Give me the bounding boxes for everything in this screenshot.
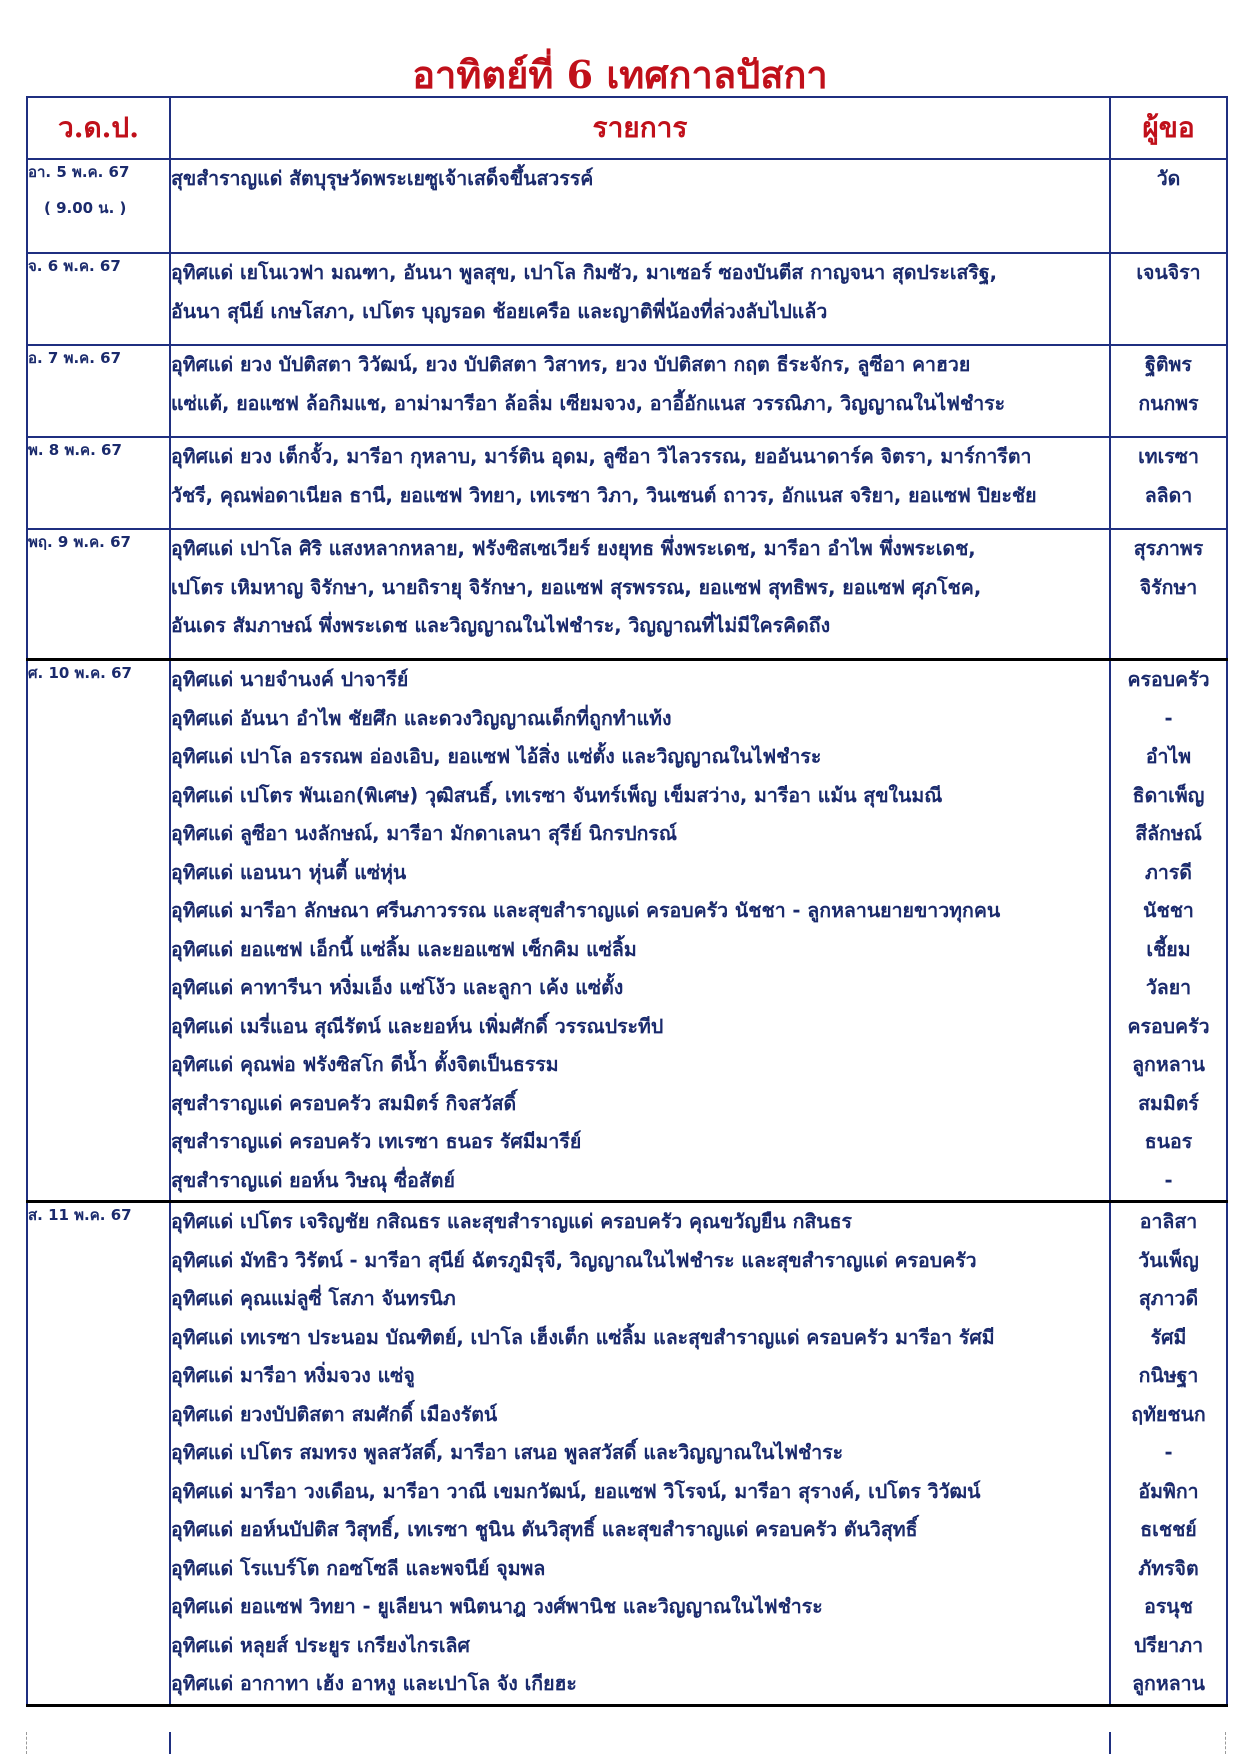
date-text: พฤ. 9 พ.ค. 67 [28,533,131,551]
intention-line: อุทิศแด่ ยวงบัปติสตา สมศักดิ์ เมืองรัตน์ [171,1402,498,1426]
intention-line: อุทิศแด่ คุณแม่ลูซี่ โสภา จันทรนิภ [171,1287,456,1310]
date-text: ศ. 10 พ.ค. 67 [28,664,132,682]
date-text: พ. 8 พ.ค. 67 [28,441,122,459]
table-header-row [27,97,1227,159]
intention-line: สุขสำราญแด่ ครอบครัว สมมิตร์ กิจสวัสดิ์ [171,1091,517,1115]
table-row [27,1202,1227,1706]
row-date [27,1202,170,1706]
intention-line: แซ่แต้, ยอแซฟ ล้อกิมแช, อาม่ามารีอา ล้อลิ่ม เซียมจวง, อาอี้อักแนส วรรณิภา, วิญญาณในไฟชำระ [171,391,1006,415]
requester-name: - [1164,1168,1173,1192]
row-intentions [170,345,1110,437]
intention-line: สุขสำราญแด่ สัตบุรุษวัดพระเยซูเจ้าเสด็จขึ้นสวรรค์ [171,167,594,190]
row-requesters [1110,660,1227,1202]
requester-name: - [1164,1441,1173,1464]
intention-line: วัชรี, คุณพ่อดาเนียล ธานี, ยอแซฟ วิทยา, เทเรซา วิภา, วินเซนต์ ถาวร, อักแนส จริยา, ยอแซฟ ปิยะชัย [171,483,1037,507]
header-requester: ผู้ขอ [1110,97,1227,159]
date-text: จ. 6 พ.ค. 67 [28,257,121,275]
requester-name: กนกพร [1138,391,1199,415]
requester-name: เทเรซา [1138,445,1199,468]
header-date: ว.ด.ป. [27,97,170,159]
row-date [27,437,170,529]
intention-line: อันเดร สัมภาษณ์ พึ่งพระเดช และวิญญาณในไฟชำระ, วิญญาณที่ไม่มีใครคิดถึง [171,614,831,637]
intention-line: อุทิศแด่ มารีอา หงิ่มจวง แซ่จู [171,1364,415,1387]
intention-line: อุทิศแด่ แอนนา หุ่นตี้ แซ่หุ่น [171,860,407,884]
row-requesters [1110,437,1227,529]
row-date [27,253,170,345]
requester-name: วันเพ็ญ [1138,1248,1199,1272]
intention-line: อุทิศแด่ อากาทา เฮ้ง อาหงู และเปาโล จัง เกียฮะ [171,1672,577,1695]
requester-name: ภารดี [1145,860,1192,884]
intention-line: อุทิศแด่ ยวง เต็กจั้ว, มารีอา กุหลาบ, มาร์ติน อุดม, ลูซีอา วิไลวรรณ, ยออันนาดาร์ค จิตรา, มาร์การีตา [171,445,1032,468]
requester-name: สีลักษณ์ [1135,822,1202,845]
requester-name: สุภาวดี [1138,1287,1199,1310]
row-intentions [170,253,1110,345]
requester-name: นัชชา [1143,899,1194,922]
requester-name: ครอบครัว [1127,668,1210,691]
intention-line: อุทิศแด่ ยอแซฟ วิทยา - ยูเลียนา พนิตนาฎ วงศ์พานิช และวิญญาณในไฟชำระ [171,1595,823,1618]
requester-name: จิรักษา [1139,575,1198,599]
row-intentions [170,529,1110,660]
row-requesters [1110,159,1227,253]
intention-line: อุทิศแด่ เปโตร สมทรง พูลสวัสดิ์, มารีอา เสนอ พูลสวัสดิ์ และวิญญาณในไฟชำระ [171,1441,844,1464]
date-text: อ. 7 พ.ค. 67 [28,349,122,367]
row-requesters [1110,345,1227,437]
intention-line: อุทิศแด่ คาทารีนา หงิ่มเอ็ง แซ่โง้ว และลูกา เค้ง แซ่ตั้ง [171,976,624,999]
intention-line: สุขสำราญแด่ ยอห์น วิษณุ ซื่อสัตย์ [171,1168,455,1192]
requester-name: รัศมี [1150,1325,1187,1349]
intention-line: อุทิศแด่ เยโนเวฟา มณฑา, อันนา พูลสุข, เปาโล กิมซัว, มาเซอร์ ซองบันตีส กาญจนา สุดประเสริฐ, [171,261,998,284]
next-row-stub [26,1732,1226,1754]
row-date [27,660,170,1202]
page-title: อาทิตย์ที่ 6 เทศกาลปัสกา [412,52,828,97]
date-text: อา. 5 พ.ค. 67 [28,163,130,181]
intention-line: อุทิศแด่ นายจำนงค์ ปาจารีย์ [171,668,409,691]
requester-name: สมมิตร์ [1138,1091,1199,1115]
requester-name: ปรียาภา [1133,1633,1204,1657]
requester-name: เชี้ยม [1146,937,1191,961]
table-row [27,437,1227,529]
requester-name: ธเชชย์ [1140,1518,1197,1541]
intention-line: สุขสำราญแด่ ครอบครัว เทเรซา ธนอร รัศมีมารีย์ [171,1130,582,1153]
table-row [27,660,1227,1202]
intention-line: อันนา สุนีย์ เกษโสภา, เปโตร บุญรอด ช้อยเครือ และญาติพี่น้องที่ล่วงลับไปแล้ว [171,299,828,323]
row-date [27,159,170,253]
intention-line: อุทิศแด่ ยอห์นบัปติส วิสุทธิ์, เทเรซา ชูนิน ตันวิสุทธิ์ และสุขสำราญแด่ ครอบครัว ตันวิสุทธิ์ [171,1518,918,1541]
requester-name: อำไพ [1145,745,1192,768]
table-row [27,253,1227,345]
intention-line: อุทิศแด่ ลูซีอา นงลักษณ์, มารีอา มักดาเลนา สุรีย์ นิกรปกรณ์ [171,822,677,845]
requester-name: ภัทรจิต [1138,1556,1199,1580]
requester-name: วัด [1156,167,1181,190]
requester-name: อาลิสา [1139,1210,1198,1233]
intention-line: อุทิศแด่ หลุยส์ ประยูร เกรียงไกรเลิศ [171,1633,470,1657]
intention-line: อุทิศแด่ มารีอา ลักษณา ศรีนภาวรรณ และสุขสำราญแด่ ครอบครัว นัชชา - ลูกหลานยายขาวทุกคน [171,899,1001,922]
row-intentions [170,1202,1110,1706]
requester-name: ลูกหลาน [1132,1672,1205,1695]
table-body [27,159,1227,1705]
requester-name: สุรภาพร [1133,537,1204,560]
requester-name: ธนอร [1144,1130,1193,1153]
requester-name: ฐิติพร [1145,353,1192,376]
date-time-text: ( 9.00 น. ) [44,199,127,217]
header-list: รายการ [170,97,1110,159]
row-requesters [1110,529,1227,660]
row-requesters [1110,253,1227,345]
mass-intention-table [26,96,1228,1707]
row-intentions [170,159,1110,253]
intention-line: เปโตร เหิมหาญ จิรักษา, นายถิรายุ จิรักษา, ยอแซฟ สุรพรรณ, ยอแซฟ สุทธิพร, ยอแซฟ ศุภโชค, [171,575,982,599]
intention-line: อุทิศแด่ อันนา อำไพ ชัยศึก และดวงวิญญาณเด็กที่ถูกทำแท้ง [171,706,672,730]
row-date [27,345,170,437]
date-text: ส. 11 พ.ค. 67 [28,1206,132,1224]
table-row [27,159,1227,253]
intention-line: อุทิศแด่ คุณพ่อ ฟรังซิสโก ดีน้ำ ตั้งจิตเป็นธรรม [171,1053,559,1076]
requester-name: กนิษฐา [1138,1364,1199,1387]
intention-line: อุทิศแด่ เทเรซา ประนอม บัณฑิตย์, เปาโล เฮ็งเต็ก แซ่ลิ้ม และสุขสำราญแด่ ครอบครัว มารีอา รัศมี [171,1325,995,1349]
intention-line: อุทิศแด่ เมรี่แอน สุณีรัตน์ และยอห์น เพิ่มศักดิ์ วรรณประทีป [171,1014,664,1038]
intention-line: อุทิศแด่ เปาโล อรรณพ อ่องเอิบ, ยอแซฟ ไอ้สิ่ง แซ่ตั้ง และวิญญาณในไฟชำระ [171,745,822,768]
table-row [27,529,1227,660]
requester-name: อรนุช [1144,1595,1193,1618]
row-intentions [170,437,1110,529]
requester-name: ลลิดา [1144,483,1193,507]
row-requesters [1110,1202,1227,1706]
requester-name: ธิดาเพ็ญ [1132,783,1205,807]
requester-name: ครอบครัว [1127,1014,1210,1038]
table-row [27,345,1227,437]
requester-name: วัลยา [1145,976,1192,999]
intention-line: อุทิศแด่ เปโตร พันเอก(พิเศษ) วุฒิสนธิ์, เทเรซา จันทร์เพ็ญ เข็มสว่าง, มารีอา แม้น สุขในมณี [171,783,943,807]
intention-line: อุทิศแด่ มัทธิว วิรัตน์ - มารีอา สุนีย์ ฉัตรภูมิรุจี, วิญญาณในไฟชำระ และสุขสำราญแด่ ครอบครัว [171,1248,977,1272]
intention-line: อุทิศแด่ โรแบร์โต กอซโซลี และพจนีย์ จุมพล [171,1556,546,1580]
requester-name: ฤทัยชนก [1131,1402,1206,1426]
row-date [27,529,170,660]
requester-name: เจนจิรา [1136,261,1201,284]
requester-name: ลูกหลาน [1132,1053,1205,1076]
intention-line: อุทิศแด่ เปโตร เจริญชัย กสิณธร และสุขสำราญแด่ ครอบครัว คุณขวัญยืน กสินธร [171,1210,852,1233]
intention-line: อุทิศแด่ ยอแซฟ เอ็กนี้ แซ่ลิ้ม และยอแซฟ เซ็กคิม แซ่ลิ้ม [171,937,637,961]
intention-line: อุทิศแด่ ยวง บัปติสตา วิวัฒน์, ยวง บัปติสตา วิสาทร, ยวง บัปติสตา กฤต ธีระจักร, ลูซีอา คาฮวย [171,353,971,376]
intention-line: อุทิศแด่ เปาโล ศิริ แสงหลากหลาย, ฟรังซิสเซเวียร์ ยงยุทธ พึ่งพระเดช, มารีอา อำไพ พึ่งพระเดช, [171,537,976,560]
intention-line: อุทิศแด่ มารีอา วงเดือน, มารีอา วาณี เขมกวัฒน์, ยอแซฟ วิโรจน์, มารีอา สุรางค์, เปโตร วิวัฒน์ [171,1479,981,1503]
requester-name: - [1164,706,1173,730]
requester-name: อัมพิกา [1138,1479,1199,1503]
row-intentions [170,660,1110,1202]
